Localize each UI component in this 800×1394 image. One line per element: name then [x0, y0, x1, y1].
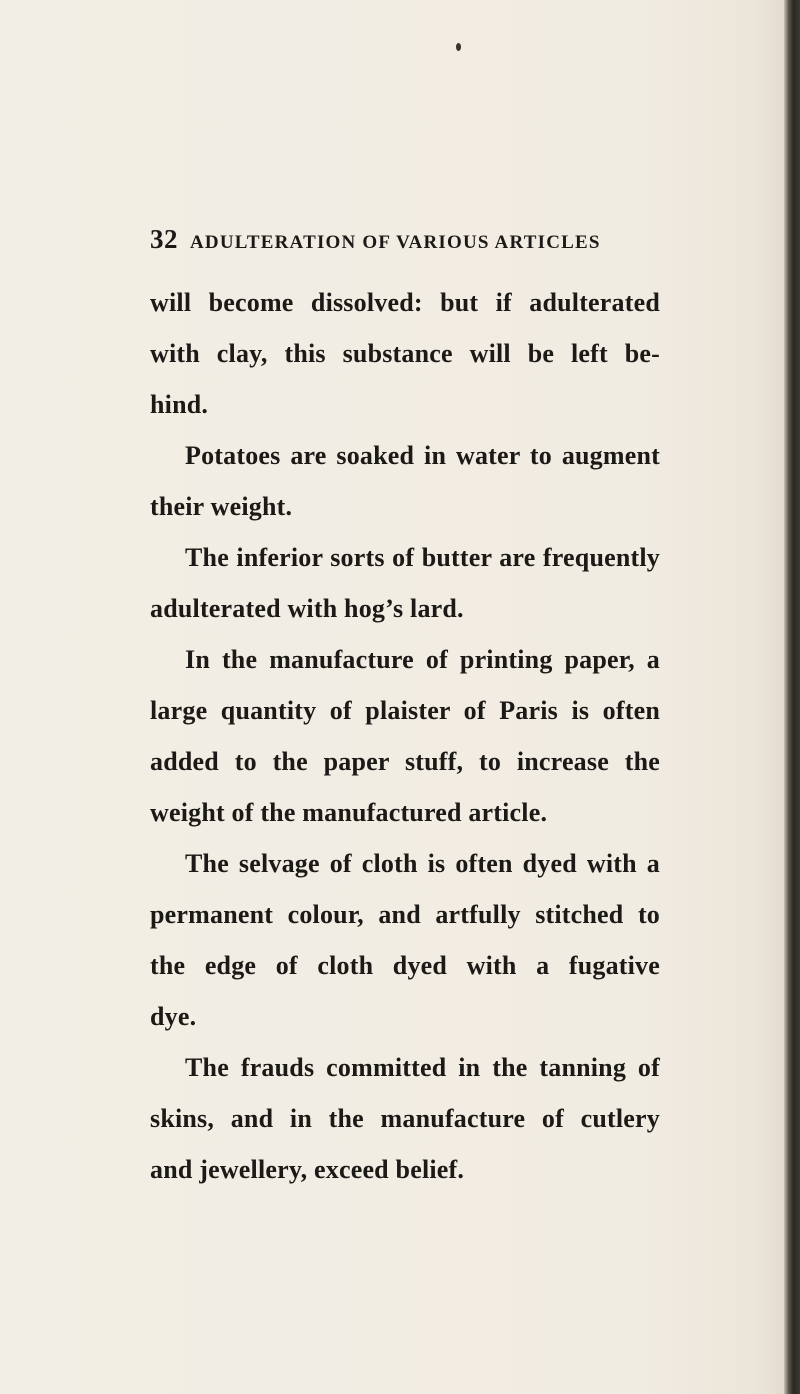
paragraph	[150, 634, 660, 838]
text-line: In the manufacture of printing paper, a	[185, 645, 660, 674]
text-line: weight of the manufactured article.	[150, 798, 548, 827]
text-line: added to the paper stuff, to increase the	[150, 747, 660, 776]
text-line: their weight.	[150, 492, 293, 521]
text-line: the edge of cloth dyed with a fugative	[150, 951, 660, 980]
text-line: Potatoes are soaked in water to augment	[185, 441, 660, 470]
text-line: will become dissolved: but if adulterated	[150, 288, 660, 317]
text-line: large quantity of plaister of Paris is often	[150, 696, 660, 725]
text-line: with clay, this substance will be left be-	[150, 339, 660, 368]
paragraph	[150, 532, 660, 634]
page-number: 32	[150, 224, 178, 254]
text-line: and jewellery, exceed belief.	[150, 1155, 465, 1184]
running-head	[150, 224, 710, 258]
page-edge-shadow	[784, 0, 800, 1394]
text-line: adulterated with hog’s lard.	[150, 594, 464, 623]
paragraph	[150, 277, 660, 430]
text-line: skins, and in the manufacture of cutlery	[150, 1104, 660, 1133]
text-line: permanent colour, and artfully stitched to	[150, 900, 660, 929]
text-line: The frauds committed in the tanning of	[185, 1053, 660, 1082]
text-line: hind.	[150, 390, 209, 419]
body-text	[150, 277, 660, 1195]
running-title: ADULTERATION OF VARIOUS ARTICLES	[190, 232, 601, 253]
paragraph	[150, 430, 660, 532]
text-line: The inferior sorts of butter are frequently	[185, 543, 660, 572]
text-line: dye.	[150, 1002, 197, 1031]
paragraph	[150, 838, 660, 1042]
ink-speck	[456, 43, 461, 51]
text-line: The selvage of cloth is often dyed with a	[185, 849, 660, 878]
paragraph	[150, 1042, 660, 1195]
